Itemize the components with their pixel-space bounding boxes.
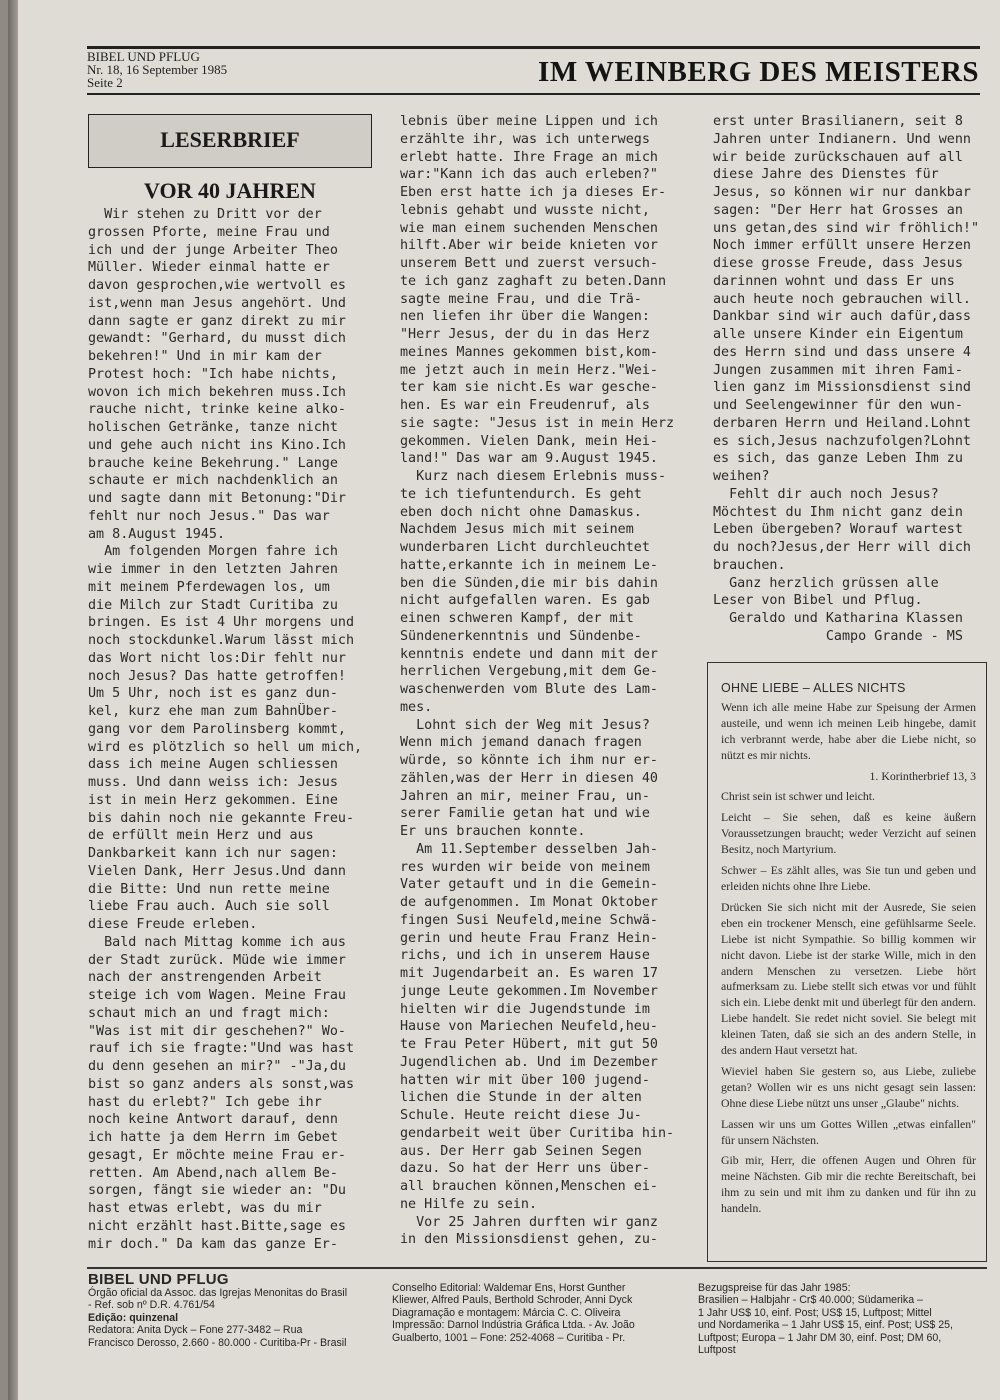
text-line: derbaren Herrn und Heiland.Lohnt [713, 415, 971, 431]
text-line: mir doch." Da kam das ganze Er- [88, 1236, 338, 1252]
text-line: waschenwerden vom Blute des Lam- [400, 682, 658, 697]
text-line: liebe Frau auch. Auch sie soll [88, 899, 330, 915]
footer-line: Bezugspreise für das Jahr 1985: [698, 1282, 851, 1294]
text-line: "Herr Jesus, der du in das Herz [400, 327, 650, 342]
text-line: du denn gesehen an mir?" -"Ja,du [88, 1059, 346, 1074]
text-line: Er uns brauchen konnte. [400, 824, 586, 839]
sidebar-box [707, 662, 987, 1262]
footer-line: Conselho Editorial: Waldemar Ens, Horst Gunther [392, 1282, 626, 1294]
text-line: Vater getauft und in die Gemein- [400, 877, 658, 893]
text-line: noch keine Antwort darauf, denn [88, 1112, 338, 1128]
text-line: te ich ganz zaghaft zu beten.Dann [400, 273, 667, 289]
text-line: mit Jugendarbeit an. Es waren 17 [400, 966, 658, 981]
text-line: holischen Getränke, tanze nicht [88, 420, 338, 435]
text-line: Leben übergeben? Worauf wartest [713, 522, 963, 538]
text-line: würde, so könnte ich ihm nur er- [400, 753, 658, 768]
text-line: "Was ist mit dir geschehen?" Wo- [88, 1023, 346, 1039]
footer-line: Gualberto, 1001 – Fone: 252-4068 – Curitiba - Pr. [392, 1331, 626, 1344]
text-line: erlebt hatte. Ihre Frage an mich [400, 149, 658, 165]
text-line: die Bitte: Und nun rette meine [88, 881, 330, 897]
text-line: Jungen zusammen mit ihren Fami- [713, 362, 963, 378]
sidebar-paragraph: Drücken Sie sich nicht mit der Ausrede, Sie seien eben ein trockener Mensch, eine gefühlsarme Seele. Liebe ist nicht Sympathie. So billig kommen wir nicht davon. Liebe ist der starke Wille, mich in den andern Menschen zu versetzen. Liebe hört aufmerksam zu. Liebe stellt sich etwas vor und fühlt sich ein. Liebe denkt mit und überlegt für den andern. Liebe handelt. Sie redet nicht soviel. Sie belegt mit kleinen Taten, daß sie sich an des andern Stelle, in des andern Haut versetzt hat. [721, 899, 976, 1058]
article-column-1 [88, 206, 372, 1253]
text-line: fingen Susi Neufeld,meine Schwä- [400, 912, 658, 928]
text-line: lebnis gehabt und wusste nicht, [400, 202, 650, 218]
text-line: Protest hoch: "Ich habe nichts, [88, 366, 338, 382]
footer-line: - Ref. sob nº D.R. 4.761/54 [88, 1299, 215, 1312]
article-column-3 [713, 113, 987, 646]
text-line: lebnis über meine Lippen und ich [400, 114, 658, 129]
text-line: Sündenerkenntnis und Sündenbe- [400, 628, 642, 644]
text-line: nen liefen ihr über die Wangen: [400, 309, 650, 325]
text-line: Kurz nach diesem Erlebnis muss- [400, 469, 667, 484]
footer-line: Brasilien – Halbjahr - Cr$ 40.000; Südamerika – [698, 1294, 923, 1307]
page-number: Seite 2 [87, 75, 123, 90]
text-line: bekehren!" Und in mir kam der [88, 349, 322, 364]
text-line: gang vor dem Parolinsberg kommt, [88, 721, 346, 737]
sidebar-paragraph: Gib mir, Herr, die offenen Augen und Ohren für meine Nächsten. Gib mir die rechte Bereitschaft, bei ihm zu sein und mit ihm zu danken und für ihn zu handeln. [721, 1153, 976, 1216]
text-line: brauche keine Bekehrung." Lange [88, 455, 338, 471]
text-line: mes. [400, 699, 433, 715]
text-line: sorgen, fängt sie wieder an: "Du [88, 1183, 346, 1199]
text-line: bis dahin noch nie gekannte Freu- [88, 810, 355, 826]
sidebar-paragraph: Lassen wir uns um Gottes Willen „etwas einfallen" für unsern Nächsten. [721, 1116, 976, 1147]
text-line: war:"Kann ich das auch erleben?" [400, 167, 658, 183]
text-line: der Stadt zurück. Müde wie immer [88, 952, 346, 968]
text-line: ter kam sie nicht.Es war gesche- [400, 380, 658, 396]
text-line: te ich tiefuntendurch. Es geht [400, 486, 642, 502]
footer-line: Luftpost; Europa – 1 Jahr DM 30, einf. Post; DM 60, [698, 1331, 942, 1344]
footer-line: Francisco Derosso, 2.660 - 80.000 - Curitiba-Pr - Brasil [88, 1336, 347, 1349]
text-line: dann sagte er ganz direkt zu mir [88, 313, 346, 329]
footer-line: Órgão oficial da Assoc. das Igrejas Menonitas do Brasil [88, 1287, 348, 1299]
sidebar-paragraph: Wieviel haben Sie gestern so, aus Liebe, zuliebe getan? Wollen wir es uns nicht gesagt sein lassen: Ohne diese Liebe nützt uns unser „Glaube" nichts. [721, 1063, 976, 1110]
text-line: Wir stehen zu Dritt vor der [88, 207, 322, 222]
text-line: nach der anstrengenden Arbeit [88, 970, 322, 986]
text-line: diese Freude erleben. [88, 917, 258, 932]
text-line: davon gesprochen,wie wertvoll es [88, 278, 346, 293]
sidebar-paragraph: Christ sein ist schwer und leicht. [721, 789, 875, 804]
text-line: Jahren an mir, meiner Frau, un- [400, 788, 650, 804]
text-line: Nachdem Jesus mich mit seinem [400, 522, 634, 538]
sidebar-bible-reference: 1. Korintherbrief 13, 3 [869, 768, 976, 783]
footer-editorial [392, 1282, 682, 1344]
text-line: in den Missionsdienst gehen, zu- [400, 1232, 658, 1248]
footer-publisher [88, 1272, 378, 1349]
text-line: junge Leute gekommen.Im November [400, 983, 658, 999]
text-line: brauchen. [713, 557, 786, 573]
text-line: es sich, das ganze Leben Ihm zu [713, 451, 963, 467]
text-line: ben die Sünden,die mir bis dahin [400, 575, 658, 591]
text-line: serer Familie getan hat und wie [400, 806, 650, 822]
text-line: Leser von Bibel und Pflug. [713, 593, 923, 609]
text-line: herrlichen Vergebung,mit dem Ge- [400, 664, 658, 680]
text-line: de erfüllt mein Herz und aus [88, 828, 314, 844]
text-line: Fehlt dir auch noch Jesus? [713, 486, 939, 502]
text-line: sie sagte: "Jesus ist in mein Herz [400, 415, 675, 431]
section-title: IM WEINBERG DES MEISTERS [538, 56, 979, 88]
text-line: das Wort nicht los:Dir fehlt nur [88, 650, 346, 666]
masthead-bottom-rule [87, 93, 980, 95]
text-line: auch heute noch gebrauchen will. [713, 291, 971, 307]
text-line: Vielen Dank, Herr Jesus.Und dann [88, 863, 346, 879]
text-line: hielten wir die Jugendstunde im [400, 1001, 650, 1017]
text-line: eben doch nicht ohne Damaskus. [400, 504, 642, 520]
text-line: kel, kurz ehe man zum BahnÜber- [88, 704, 338, 719]
paper-name: BIBEL UND PFLUG [87, 49, 200, 64]
text-line: diese Jahre des Dienstes für [713, 167, 939, 183]
text-line: ich und der junge Arbeiter Theo [88, 242, 338, 258]
footer-line: Diagramação e montagem: Márcia C. C. Oliveira [392, 1306, 621, 1319]
footer-paper-name: BIBEL UND PFLUG [88, 1271, 229, 1288]
text-line: einen schweren Kampf, der mit [400, 611, 634, 626]
text-line: gesagt, Er möchte meine Frau er- [88, 1147, 346, 1163]
masthead [87, 46, 987, 96]
text-line: lien ganz im Missionsdienst sind [713, 380, 971, 396]
text-line: sagen: "Der Herr hat Grosses an [713, 202, 963, 218]
text-line: Bald nach Mittag komme ich aus [88, 934, 346, 950]
text-line: hatten wir mit über 100 jugend- [400, 1072, 650, 1088]
text-line: zählen,was der Herr in diesen 40 [400, 770, 658, 786]
text-line: Geraldo und Katharina Klassen [713, 611, 963, 626]
text-line: sagte meine Frau, und die Trä- [400, 291, 642, 307]
text-line: darinnen wohnt und dass Er uns [713, 273, 955, 289]
text-line: res wurden wir beide von meinem [400, 859, 650, 875]
text-line: wie immer in den letzten Jahren [88, 562, 338, 577]
text-line: Müller. Wieder einmal hatte er [88, 260, 330, 276]
footer-prices [698, 1282, 988, 1356]
text-line: Jugendlichen ab. Und im Dezember [400, 1054, 658, 1070]
text-line: wie man einem suchenden Menschen [400, 220, 658, 236]
text-line: alle unsere Kinder ein Eigentum [713, 327, 963, 342]
text-line: me jetzt auch in mein Herz."Wei- [400, 362, 658, 378]
footer-line: Impressão: Darnol Indústria Gráfica Ltda. - Av. João [392, 1319, 635, 1332]
text-line: schaute er mich nachdenklich an [88, 473, 338, 489]
text-line: bringen. Es ist 4 Uhr morgens und [88, 615, 355, 631]
text-line: unserem Bett und zuerst versuch- [400, 256, 658, 271]
text-line: des Herrn sind und dass unsere 4 [713, 344, 971, 360]
article-headline: VOR 40 JAHREN [144, 178, 316, 203]
text-line: kenntnis endete und dann mit der [400, 646, 658, 662]
footer-line: 1 Jahr US$ 10, einf. Post; US$ 15, Luftpost; Mittel [698, 1306, 932, 1319]
text-line: gerin und heute Frau Franz Hein- [400, 930, 658, 946]
text-line: die Milch zur Stadt Curitiba zu [88, 597, 338, 613]
sidebar-paragraph: Leicht – Sie sehen, daß es keine äußern Voraussetzungen braucht; weder Verzicht auf seinen Besitz, noch Martyrium. [721, 810, 976, 857]
text-line: wovon ich mich bekehren muss.Ich [88, 384, 346, 400]
text-line: meines Mannes gekommen bist,kom- [400, 344, 658, 360]
issue-number: Nr. 18, 16 September 1985 [87, 62, 228, 77]
text-line: muss. Und dann weiss ich: Jesus [88, 775, 338, 790]
text-line: nicht erzählt hast.Bitte,sage es [88, 1218, 346, 1234]
sidebar-title: OHNE LIEBE – ALLES NICHTS [721, 681, 906, 695]
text-line: uns getan,des sind wir fröhlich!" [713, 220, 980, 236]
text-line: rauche nicht, trinke keine alko- [88, 402, 346, 418]
text-line: wird es plötzlich so hell um mich, [88, 739, 363, 755]
text-line: gendarbeit weit über Curitiba hin- [400, 1125, 675, 1141]
sidebar-paragraph: Schwer – Es zählt alles, was Sie tun und geben und erleiden nichts ohne Ihre Liebe. [721, 863, 976, 893]
text-line: Wenn mich jemand danach fragen [400, 735, 642, 751]
text-line: retten. Am Abend,nach allem Be- [88, 1165, 338, 1181]
text-line: diese grosse Freude, dass Jesus [713, 256, 963, 271]
page-binding-edge [8, 0, 18, 1400]
text-line: de aufgenommen. Im Monat Oktober [400, 895, 658, 910]
footer-line: Redatora: Anita Dyck – Fone 277-3482 – Rua [88, 1324, 303, 1337]
text-line: hast etwas erlebt, was du mir [88, 1201, 322, 1216]
text-line: Am folgenden Morgen fahre ich [88, 544, 338, 560]
footer-line: Edição: quinzenal [88, 1311, 179, 1324]
text-line: erst unter Brasilianern, seit 8 [713, 114, 963, 129]
text-line: noch Jesus? Das hatte getroffen! [88, 668, 346, 684]
text-line: te Frau Peter Hübert, mit gut 50 [400, 1037, 658, 1052]
text-line: Am 11.September desselben Jah- [400, 841, 658, 857]
text-line: noch stockdunkel.Warum lässt mich [88, 633, 355, 648]
text-line: Eben erst hatte ich ja dieses Er- [400, 185, 667, 200]
text-line: und sagte dann mit Betonung:"Dir [88, 491, 346, 506]
text-line: hast du erlebt?" Ich gebe ihr [88, 1094, 322, 1110]
text-line: aus. Der Herr gab Seinen Segen [400, 1143, 642, 1159]
text-line: land!" Das war am 9.August 1945. [400, 451, 658, 467]
text-line: hilft.Aber wir beide knieten vor [400, 238, 658, 254]
text-line: all brauchen können,Menschen ei- [400, 1179, 658, 1194]
text-line: erzählte ihr, was ich unterwegs [400, 131, 650, 147]
text-line: Lohnt sich der Weg mit Jesus? [400, 717, 650, 733]
text-line: Um 5 Uhr, noch ist es ganz dun- [88, 686, 338, 702]
text-line: bist so ganz anders als sonst,was [88, 1076, 355, 1092]
kicker-box [88, 114, 372, 168]
text-line: ich hatte ja dem Herrn im Gebet [88, 1130, 338, 1145]
text-line: und Seelengewinner für den wun- [713, 398, 963, 413]
text-line: richs, und ich in unserem Hause [400, 948, 650, 964]
text-line: gewandt: "Gerhard, du musst dich [88, 331, 346, 347]
text-line: rauf ich sie fragte:"Und was hast [88, 1041, 355, 1057]
text-line: hatte,erkannte ich in meinem Le- [400, 557, 658, 573]
text-line: am 8.August 1945. [88, 526, 226, 542]
text-line: dazu. So hat der Herr uns über- [400, 1161, 650, 1177]
article-column-2 [400, 113, 690, 1249]
text-line: lichen die Stunde in der alten [400, 1090, 642, 1106]
text-line: du noch?Jesus,der Herr will dich [713, 540, 971, 555]
text-line: mit meinem Pferdewagen los, um [88, 579, 330, 595]
text-line: fehlt nur noch Jesus." Das war [88, 508, 330, 524]
text-line: hen. Es war ein Freudenruf, als [400, 398, 650, 413]
text-line: weihen? [713, 469, 770, 484]
text-line: Dankbar sind wir auch dafür,dass [713, 309, 971, 325]
sidebar-quote: Wenn ich alle meine Habe zur Speisung der Armen austeile, und wenn ich meinen Leib hingebe, damit ich verbrannt werde, habe aber die Liebe nicht, so nützt es mir nichts. [721, 699, 976, 762]
masthead-top-rule [87, 46, 980, 49]
text-line: steige ich vom Wagen. Meine Frau [88, 988, 346, 1003]
text-line: Campo Grande - MS [713, 628, 963, 644]
text-line: grossen Pforte, meine Frau und [88, 224, 330, 240]
masthead-issue-info [87, 50, 227, 89]
text-line: dass ich meine Augen schliessen [88, 757, 338, 773]
text-line: Jesus, so können wir nur dankbar [713, 185, 971, 200]
text-line: Jahren unter Indianern. Und wenn [713, 131, 971, 147]
text-line: Vor 25 Jahren durften wir ganz [400, 1214, 658, 1230]
text-line: ist in mein Herz gekommen. Eine [88, 792, 338, 808]
text-line: Schule. Heute reicht diese Ju- [400, 1108, 642, 1123]
text-line: nicht aufgefallen waren. Es gab [400, 593, 650, 609]
text-line: ne Hilfe zu sein. [400, 1196, 538, 1212]
text-line: wunderbaren Licht durchleuchtet [400, 540, 650, 555]
text-line: Dankbarkeit kann ich nur sagen: [88, 846, 338, 861]
text-line: Ganz herzlich grüssen alle [713, 575, 939, 591]
footer-line: und Nordamerika – 1 Jahr US$ 15, einf. Post; US$ 25, [698, 1319, 953, 1332]
text-line: Möchtest du Ihm nicht ganz dein [713, 504, 963, 520]
footer-line: Luftpost [698, 1344, 736, 1357]
footer-rule [87, 1267, 987, 1269]
text-line: es sich,Jesus nachzufolgen?Lohnt [713, 433, 971, 449]
text-line: Noch immer erfüllt unsere Herzen [713, 238, 971, 254]
text-line: schaut mich an und fragt mich: [88, 1005, 330, 1021]
footer-line: Kliewer, Alfred Pauls, Berthold Schroder, Anni Dyck [392, 1294, 633, 1307]
text-line: gekommen. Vielen Dank, mein Hei- [400, 433, 658, 449]
text-line: wir beide zurückschauen auf all [713, 149, 963, 165]
kicker-label: LESERBRIEF [160, 127, 300, 152]
text-line: ist,wenn man Jesus angehört. Und [88, 295, 346, 311]
text-line: Hause von Mariechen Neufeld,heu- [400, 1019, 658, 1035]
text-line: und gehe auch nicht ins Kino.Ich [88, 437, 346, 453]
